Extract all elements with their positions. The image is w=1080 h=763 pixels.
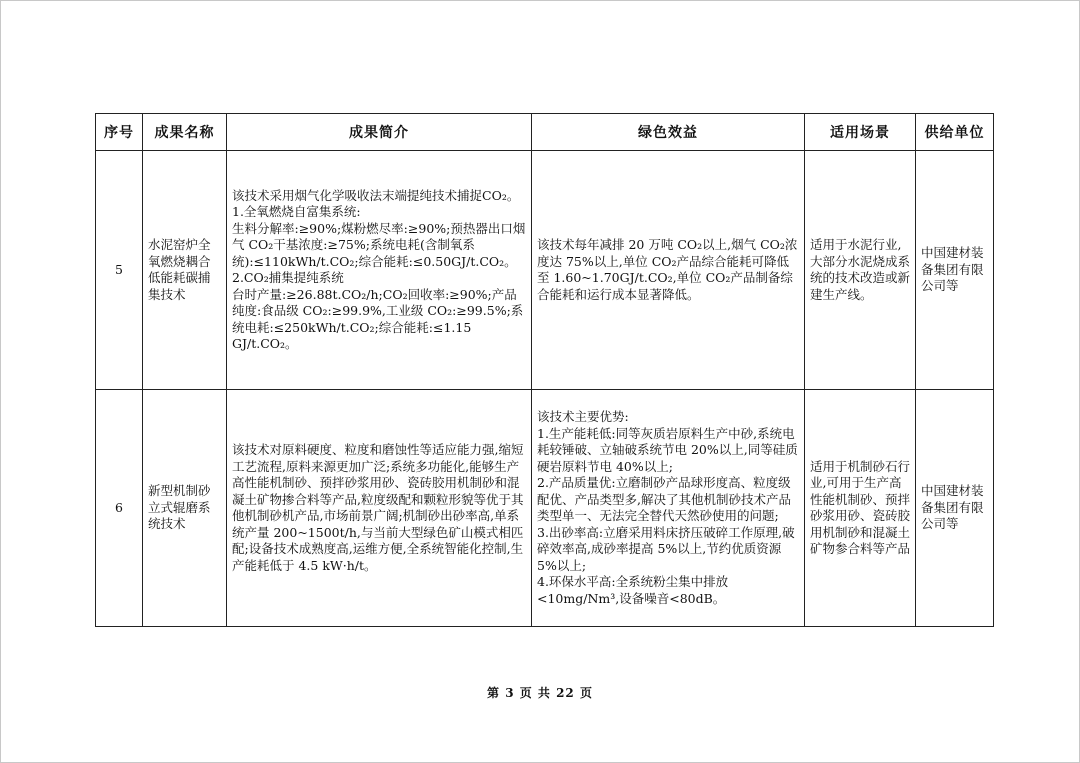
achievement-intro: 该技术采用烟气化学吸收法末端提纯技术捕捉CO₂。 1.全氧燃烧自富集系统: 生料分解率:≥90%;煤粉燃尽率:≥90%;预热器出口烟气 CO₂干基浓度:≥75%;系统电耗(含制氧系统):≤110kWh/t.CO₂;综合能耗:≤0.50GJ/t.CO₂。 2.CO₂捕集提纯系统 台时产量:≥26.88t.CO₂/h;CO₂回收率:≥90%;产品纯度:食品级 CO₂:≥99.9%,工业级 CO₂:≥99.5%;系统电耗:≤250kWh/t.CO₂;综合能耗:≤1.15 GJ/t.CO₂。 — [227, 151, 532, 390]
achievement-name: 新型机制砂立式辊磨系统技术 — [143, 390, 227, 627]
table-header-row — [96, 114, 994, 151]
table-row — [96, 151, 994, 390]
header-benefit: 绿色效益 — [532, 114, 805, 151]
row-number: 5 — [96, 151, 143, 390]
table-row — [96, 390, 994, 627]
header-intro: 成果简介 — [227, 114, 532, 151]
supplier: 中国建材装备集团有限公司等 — [916, 151, 994, 390]
supplier: 中国建材装备集团有限公司等 — [916, 390, 994, 627]
green-benefit: 该技术主要优势: 1.生产能耗低:同等灰质岩原料生产中砂,系统电耗较锤破、立轴破系统节电 20%以上,同等硅质硬岩原料节电 40%以上; 2.产品质量优:立磨制砂产品球形度高、粒度级配优、产品类型多,解决了其他机制砂技术产品类型单一、无法完全替代天然砂使用的问题; 3.出砂率高:立磨采用料床挤压破碎工作原理,破碎效率高,成砂率提高 5%以上,节约优质资源 5%以上; 4.环保水平高:全系统粉尘集中排放<10mg/Nm³,设备噪音<80dB。 — [532, 390, 805, 627]
header-scene: 适用场景 — [805, 114, 916, 151]
page-number-footer: 第 3 页 共 22 页 — [487, 686, 593, 700]
row-number: 6 — [96, 390, 143, 627]
header-supplier: 供给单位 — [916, 114, 994, 151]
applicable-scene: 适用于水泥行业,大部分水泥烧成系统的技术改造或新建生产线。 — [805, 151, 916, 390]
header-name: 成果名称 — [143, 114, 227, 151]
applicable-scene: 适用于机制砂石行业,可用于生产高性能机制砂、预拌砂浆用砂、瓷砖胶用机制砂和混凝土矿物参合料等产品 — [805, 390, 916, 627]
achievements-table — [95, 113, 994, 627]
header-no: 序号 — [96, 114, 143, 151]
achievement-name: 水泥窑炉全氧燃烧耦合低能耗碳捕集技术 — [143, 151, 227, 390]
achievement-intro: 该技术对原料硬度、粒度和磨蚀性等适应能力强,缩短工艺流程,原料来源更加广泛;系统多功能化,能够生产高性能机制砂、预拌砂浆用砂、瓷砖胶用机制砂和混凝土矿物掺合料等产品,粒度级配和颗粒形貌等优于其他机制砂机产品,市场前景广阔;机制砂出砂率高,单系统产量 200~1500t/h,与当前大型绿色矿山模式相匹配;设备技术成熟度高,运维方便,全系统智能化控制,生产能耗低于 4.5 kW·h/t。 — [227, 390, 532, 627]
green-benefit: 该技术每年减排 20 万吨 CO₂以上,烟气 CO₂浓度达 75%以上,单位 CO₂产品综合能耗可降低至 1.60~1.70GJ/t.CO₂,单位 CO₂产品制备综合能耗和运行成本显著降低。 — [532, 151, 805, 390]
